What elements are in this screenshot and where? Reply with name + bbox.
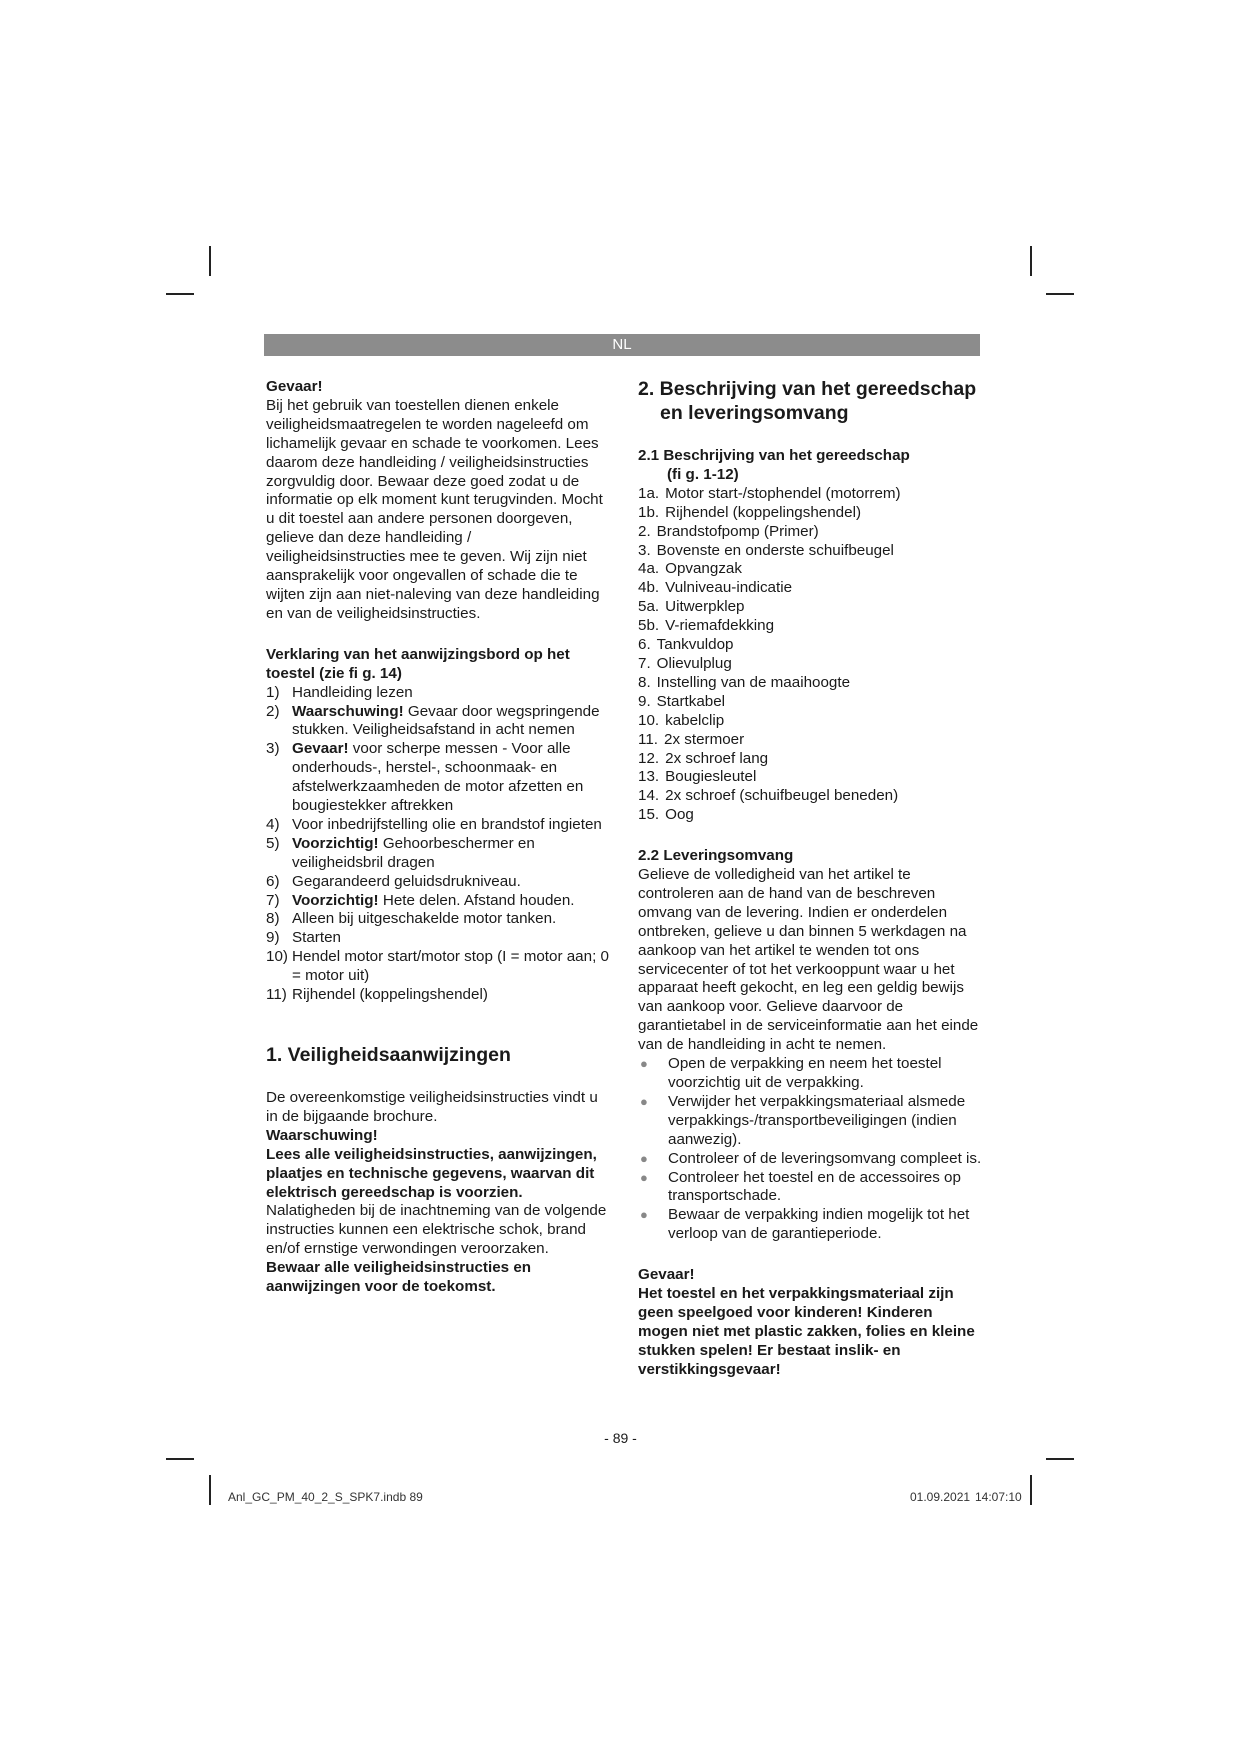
section-2-title: 2. Beschrijving van het gereedschap en leveringsomvang: [638, 378, 977, 424]
crop-mark: [1030, 246, 1032, 276]
list-item: 14. 2x schroef (schuifbeugel beneden): [638, 787, 899, 805]
list-item: 7) Voorzichtig! Hete delen. Afstand houden.: [266, 891, 575, 909]
list-item: 9. Startkabel: [638, 692, 726, 710]
right-column: [638, 377, 983, 1380]
list-item: 7. Olievulplug: [638, 654, 732, 672]
bullet-icon: ●: [640, 1207, 648, 1223]
list-item: 12. 2x schroef lang: [638, 749, 769, 767]
list-item: 4a. Opvangzak: [638, 560, 742, 578]
list-item: 5b. V-riemafdekking: [638, 617, 775, 635]
list-item: 8) Alleen bij uitgeschakelde motor tanken.: [266, 910, 557, 928]
crop-mark: [209, 246, 211, 276]
footer-time: 14:07:10: [975, 1490, 1022, 1504]
crop-mark: [1030, 1475, 1032, 1505]
danger-2-title: Gevaar!: [638, 1266, 695, 1284]
list-item: 3. Bovenste en onderste schuifbeugel: [638, 541, 894, 559]
crop-mark: [166, 293, 194, 295]
page-number: - 89 -: [604, 1430, 637, 1446]
list-item: 2. Brandstofpomp (Primer): [638, 522, 819, 540]
danger-body: Bij het gebruik van toestellen dienen enkele veiligheidsmaatregelen te worden nageleefd om lichamelijk gevaar en schade te voorkomen. Lees daarom deze handleiding / veiligheidsinstructies zorgvuldig door. Bewaar deze goed zodat u de informatie op elk moment kunt terugvinden. Mocht u dit toestel aan andere personen doorgeven, gelieve dan deze handleiding / veiligheidsinstructies mee te geven. Wij zijn niet aansprakelijk voor ongevallen of schade die te wijten zijn aan niet-naleving van deze handleiding en van de veiligheidsinstructies.: [266, 396, 603, 622]
delivery-scope-body: Gelieve de volledigheid van het artikel te controleren aan de hand van de beschreven omvang van de levering. Indien er onderdelen ontbreken, gelieve u dan binnen 5 werkdagen na aankoop van het artikel te wenden tot ons servicecenter of tot het verkooppunt waar u het apparaat heeft gekocht, en leg een geldig bewijs van aankoop voor. Gelieve daarvoor de garantietabel in de serviceinformatie aan het einde van de handleiding in acht te nemen.: [638, 866, 979, 1054]
danger-2-body: Het toestel en het verpakkingsmateriaal zijn geen speelgoed voor kinderen! Kinderen mogen niet met plastic zakken, folies en kleine stukken spelen! Er bestaat inslik- en verstikkingsgevaar!: [638, 1285, 975, 1378]
list-item: 13. Bougiesleutel: [638, 768, 757, 786]
list-item: 11. 2x stermoer: [638, 730, 745, 748]
list-item: 10) Hendel motor start/motor stop (I = motor aan; 0 = motor uit): [266, 948, 609, 985]
list-item: 15. Oog: [638, 806, 694, 824]
list-item: ● Bewaar de verpakking indien mogelijk tot het verloop van de garantieperiode.: [640, 1206, 970, 1243]
footer-date: 01.09.2021: [910, 1490, 971, 1504]
parts-list: [638, 485, 983, 825]
list-item: 9) Starten: [266, 929, 341, 947]
language-header-bar: [264, 334, 980, 356]
warning-keep: Bewaar alle veiligheidsinstructies en aanwijzingen voor de toekomst.: [266, 1259, 532, 1296]
bullet-icon: ●: [640, 1056, 648, 1072]
bullet-icon: ●: [640, 1169, 648, 1185]
crop-mark: [1046, 293, 1074, 295]
footer-file: Anl_GC_PM_40_2_S_SPK7.indb 89: [228, 1490, 423, 1504]
bullet-icon: ●: [640, 1150, 648, 1166]
list-item: ● Open de verpakking en neem het toestel voorzichtig uit de verpakking.: [640, 1055, 942, 1091]
list-item: ● Controleer het toestel en de accessoires op transportschade.: [640, 1168, 961, 1205]
crop-mark: [209, 1475, 211, 1505]
list-item: 4b. Vulniveau-indicatie: [638, 579, 793, 597]
list-item: ● Controleer of de leveringsomvang compleet is.: [640, 1149, 982, 1167]
list-item: 1) Handleiding lezen: [266, 683, 413, 701]
unpacking-list: [638, 1055, 983, 1244]
section-1-intro: De overeenkomstige veiligheidsinstructies vindt u in de bijgaande brochure.: [266, 1089, 598, 1125]
section-1-title: 1. Veiligheidsaanwijzingen: [266, 1044, 511, 1066]
list-item: 2) Waarschuwing! Gevaar door wegspringende stukken. Veiligheidsafstand in acht nemen: [266, 702, 600, 739]
warning-body: Nalatigheden bij de inachtneming van de volgende instructies kunnen een elektrische schok, brand en/of ernstige verwondingen veroorzaken.: [266, 1202, 607, 1258]
warning-title: Waarschuwing!: [266, 1126, 378, 1144]
sign-explanation-title: Verklaring van het aanwijzingsbord op het toestel (zie fi g. 14): [266, 645, 570, 682]
crop-mark: [1046, 1458, 1074, 1460]
list-item: 6. Tankvuldop: [638, 636, 734, 654]
list-item: 1a. Motor start-/stophendel (motorrem): [638, 484, 901, 502]
list-item: ● Verwijder het verpakkingsmateriaal alsmede verpakkings-/transportbeveiligingen (indien aanwezig).: [640, 1092, 966, 1148]
language-label: NL: [612, 336, 632, 353]
danger-title: Gevaar!: [266, 378, 323, 395]
list-item: 10. kabelclip: [638, 711, 725, 729]
subsection-2-2-title: 2.2 Leveringsomvang: [638, 847, 794, 865]
list-item: 3) Gevaar! voor scherpe messen - Voor alle onderhouds-, herstel-, schoonmaak- en afstelwerkzaamheden de motor afzetten en bougiestekker aftrekken: [266, 740, 584, 815]
bullet-icon: ●: [640, 1093, 648, 1109]
crop-mark: [166, 1458, 194, 1460]
list-item: 5) Voorzichtig! Gehoorbeschermer en veiligheidsbril dragen: [266, 834, 535, 871]
list-item: 4) Voor inbedrijfstelling olie en brandstof ingieten: [266, 815, 602, 833]
list-item: 8. Instelling van de maaihoogte: [638, 673, 851, 691]
list-item: 5a. Uitwerpklep: [638, 598, 745, 616]
list-item: 1b. Rijhendel (koppelingshendel): [638, 503, 862, 521]
list-item: 11) Rijhendel (koppelingshendel): [266, 986, 488, 1004]
warning-instructions: Lees alle veiligheidsinstructies, aanwijzingen, plaatjes en technische gegevens, waarvan dit elektrisch gereedschap is voorzien.: [266, 1145, 597, 1201]
sign-list: [266, 684, 611, 1005]
left-column: [266, 378, 611, 1297]
subsection-2-1-title: 2.1 Beschrijving van het gereedschap (fi g. 1-12): [638, 447, 910, 483]
list-item: 6) Gegarandeerd geluidsdrukniveau.: [266, 872, 521, 890]
